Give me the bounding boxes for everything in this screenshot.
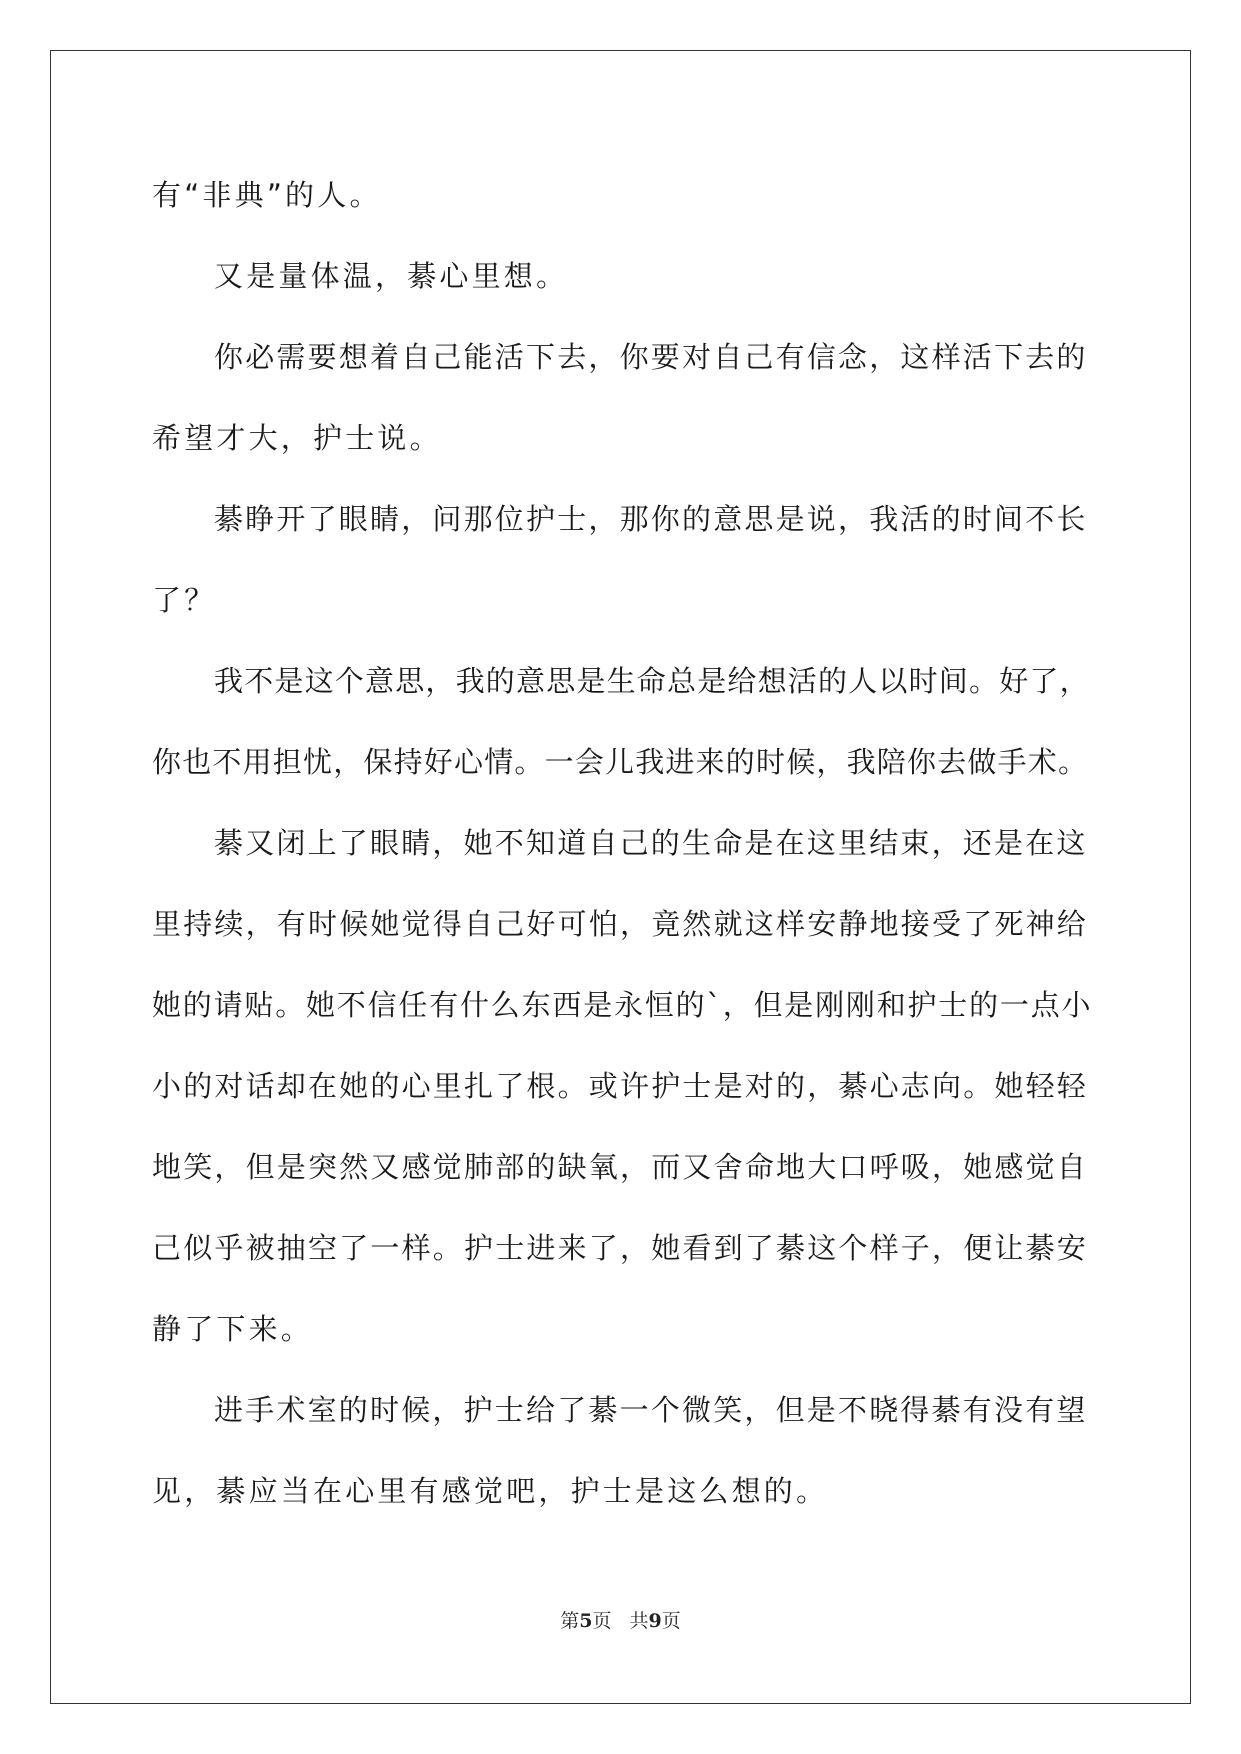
text-line-7: 我不是这个意思，我的意思是生命总是给想活的人以时间。好了， — [214, 664, 1090, 698]
text-line-1: 有“非典”的人。 — [152, 178, 382, 212]
text-line-17: 见，綦应当在心里有感觉吧，护士是这么想的。 — [152, 1474, 829, 1508]
text-line-5: 綦睁开了眼睛，问那位护士，那你的意思是说，我活的时间不长 — [214, 502, 1088, 536]
text-line-6: 了？ — [152, 583, 217, 617]
text-line-15: 静了下来。 — [152, 1312, 314, 1346]
text-line-3: 你必需要想着自己能活下去，你要对自己有信念，这样活下去的 — [214, 340, 1088, 374]
footer-page-suffix: 页 — [592, 1610, 612, 1632]
text-line-11: 她的请贴。她不信任有什么东西是永恒的`，但是刚刚和护士的一点小 — [152, 988, 1093, 1022]
footer-total-suffix: 页 — [661, 1610, 681, 1632]
text-line-12: 小的对话却在她的心里扎了根。或许护士是对的，綦心志向。她轻轻 — [152, 1069, 1089, 1103]
text-line-4: 希望才大，护士说。 — [152, 421, 442, 455]
text-line-13: 地笑，但是突然又感觉肺部的缺氧，而又舍命地大口呼吸，她感觉自 — [152, 1150, 1089, 1184]
text-line-14: 己似乎被抽空了一样。护士进来了，她看到了綦这个样子，便让綦安 — [152, 1231, 1089, 1265]
page-number: 5 — [579, 1610, 593, 1632]
text-line-9: 綦又闭上了眼睛，她不知道自己的生命是在这里结束，还是在这 — [214, 826, 1088, 860]
document-body — [152, 155, 1092, 1532]
total-pages: 9 — [648, 1610, 662, 1632]
text-line-2: 又是量体温，綦心里想。 — [214, 259, 569, 293]
footer-prefix: 第 — [560, 1610, 580, 1632]
text-line-8: 你也不用担忧，保持好心情。一会儿我进来的时候，我陪你去做手术。 — [152, 745, 1089, 779]
text-block — [152, 155, 1092, 1532]
page-footer — [0, 1606, 1241, 1633]
text-line-16: 进手术室的时候，护士给了綦一个微笑，但是不晓得綦有没有望 — [214, 1393, 1088, 1427]
footer-total-prefix: 共 — [629, 1610, 649, 1632]
text-line-10: 里持续，有时候她觉得自己好可怕，竟然就这样安静地接受了死神给 — [152, 907, 1089, 941]
